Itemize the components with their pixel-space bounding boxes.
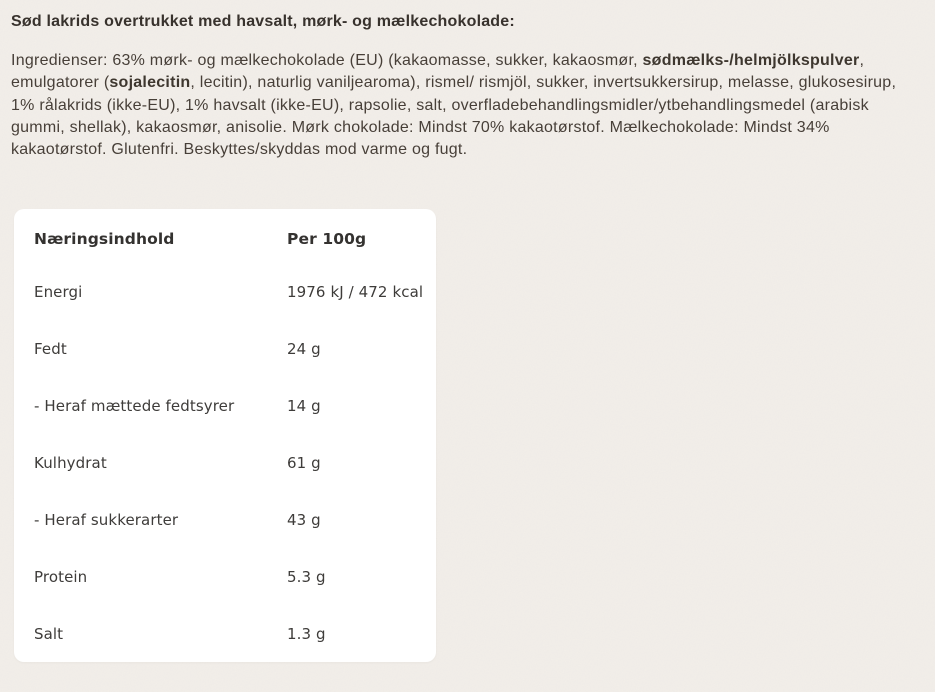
nutrition-header-row xyxy=(34,215,416,263)
nutrition-header-per100g: Per 100g xyxy=(287,230,367,249)
nutrient-value: 24 g xyxy=(287,339,321,358)
nutrient-value: 43 g xyxy=(287,510,321,529)
ingredients-text-segment: , lecitin), naturlig vaniljearoma), rismel/ rismjöl, sukker, invertsukkersirup, melasse, glukosesirup, 1% rålakrids (ikke-EU), 1% havsalt (ikke-EU), rapsolie, salt, overfladebehandlingsmidler/ xyxy=(11,74,897,114)
ingredients-bold-soy-lecithin: sojalecitin xyxy=(109,74,191,92)
ingredients-text-segment: ytbehandlingsmedel (arabisk gummi, shellak), kakaosmør, anisolie. Mørk chokolade: Mindst 70% kakaotørstof. Mælkechokolade: Mindst 34% kakaotørstof. Glutenfri. Beskyttes/skyddas mod varme og fugt. xyxy=(11,96,869,159)
ingredients-paragraph xyxy=(11,50,924,161)
nutrient-value: 1.3 g xyxy=(287,624,326,643)
ingredients-text-segment: , emulgatorer ( xyxy=(11,52,865,92)
ingredients-bold-milk-powder: sødmælks-/helmjölkspulver xyxy=(642,52,860,69)
nutrient-label: - Heraf sukkerarter xyxy=(34,510,179,529)
nutrient-label: Fedt xyxy=(34,339,67,358)
nutrition-row-protein xyxy=(34,548,416,605)
nutrition-row-fat xyxy=(34,320,416,377)
nutrient-label: - Heraf mættede fedtsyrer xyxy=(34,396,235,415)
nutrition-row-sugars xyxy=(34,491,416,548)
nutrient-value: 1976 kJ / 472 kcal xyxy=(287,282,424,301)
nutrition-header-label: Næringsindhold xyxy=(34,230,175,249)
nutrition-row-energy xyxy=(34,263,424,320)
nutrient-value: 5.3 g xyxy=(287,567,326,586)
product-title: Sød lakrids overtrukket med havsalt, mørk- og mælkechokolade: xyxy=(11,13,515,30)
nutrition-row-salt xyxy=(34,605,416,662)
ingredients-text-segment: Ingredienser: 63% mørk- og mælkechokolade (EU) (kakaomasse, sukker, kakaosmør, xyxy=(11,52,643,69)
nutrient-label: Salt xyxy=(34,624,64,643)
nutrient-value: 61 g xyxy=(287,453,321,472)
nutrition-card xyxy=(14,209,436,662)
nutrient-label: Kulhydrat xyxy=(34,453,107,472)
nutrition-row-saturated-fat xyxy=(34,377,416,434)
nutrient-label: Protein xyxy=(34,567,88,586)
nutrient-label: Energi xyxy=(34,282,83,301)
nutrition-row-carbohydrate xyxy=(34,434,416,491)
nutrient-value: 14 g xyxy=(287,396,321,415)
